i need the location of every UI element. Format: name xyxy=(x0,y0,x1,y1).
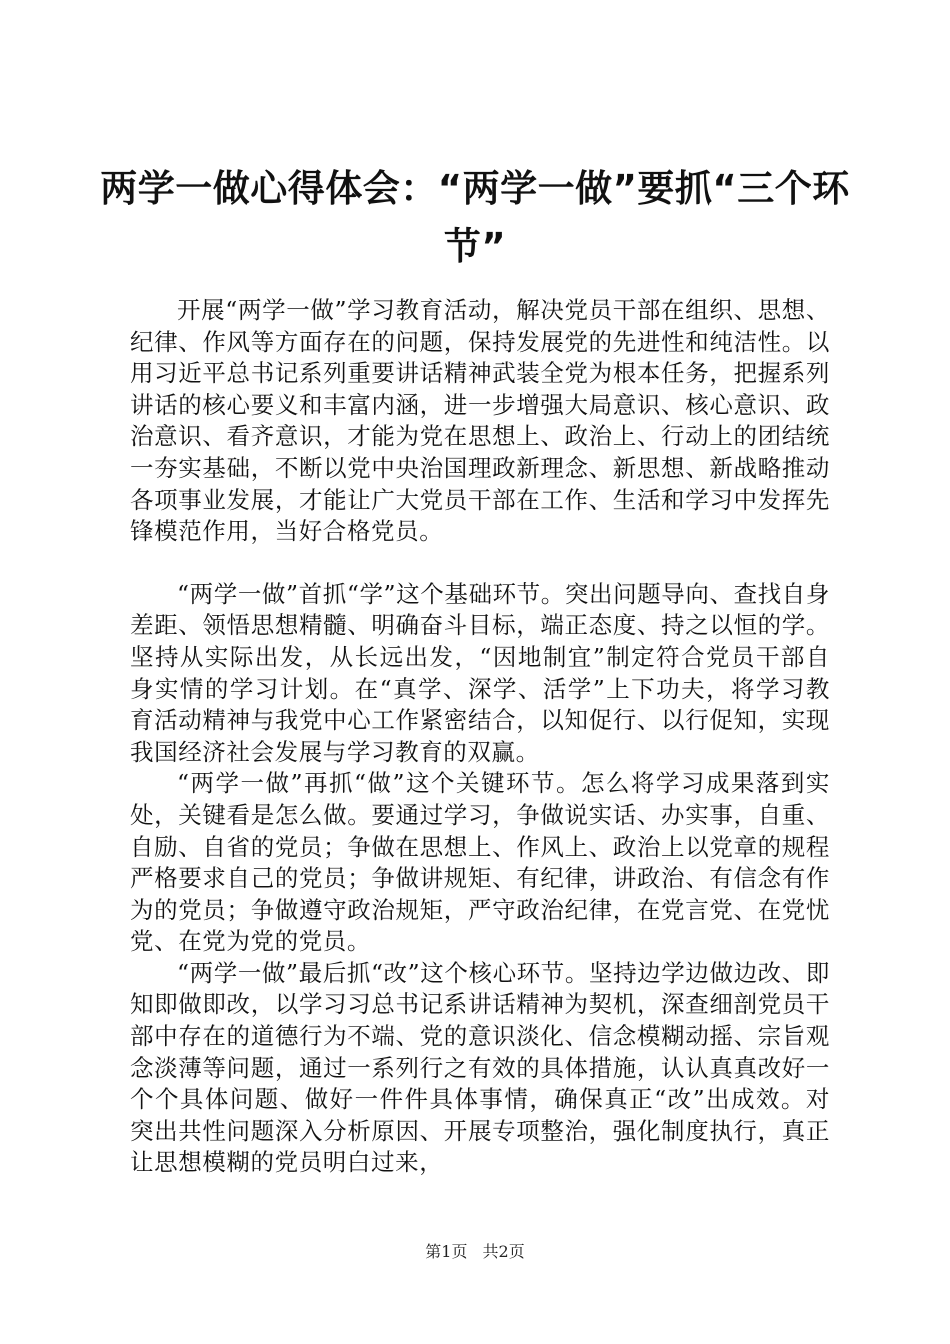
page-title: 两学一做心得体会：“两学一做”要抓“三个环节” xyxy=(100,167,850,268)
page-number: 第1页 xyxy=(425,1242,468,1261)
document-body xyxy=(130,295,830,1179)
paragraph-intro: 开展“两学一做”学习教育活动，解决党员干部在组织、思想、纪律、作风等方面存在的问题，保持发展党的先进性和纯洁性。以用习近平总书记系列重要讲话精神武装全党为根本任务，把握系列讲话的核心要义和丰富内涵，进一步增强大局意识、核心意识、政治意识、看齐意识，才能为党在思想上、政治上、行动上的团结统一夯实基础，不断以党中央治国理政新理念、新思想、新战略推动各项事业发展，才能让广大党员干部在工作、生活和学习中发挥先锋模范作用，当好合格党员。 xyxy=(130,296,830,546)
paragraph-study: “两学一做”首抓“学”这个基础环节。突出问题导向、查找自身差距、领悟思想精髓、明确奋斗目标，端正态度、持之以恒的学。坚持从实际出发，从长远出发，“因地制宜”制定符合党员干部自身实情的学习计划。在“真学、深学、活学”上下功夫，将学习教育活动精神与我党中心工作紧密结合，以知促行、以行促知，实现我国经济社会发展与学习教育的双赢。 xyxy=(130,579,830,766)
paragraph-reform: “两学一做”最后抓“改”这个核心环节。坚持边学边做边改、即知即做即改，以学习习总书记系讲话精神为契机，深查细剖党员干部中存在的道德行为不端、党的意识淡化、信念模糊动摇、宗旨观念淡薄等问题，通过一系列行之有效的具体措施，认认真真改好一个个具体问题、做好一件件具体事情，确保真正“改”出成效。对突出共性问题深入分析原因、开展专项整治，强化制度执行，真正让思想模糊的党员明白过来， xyxy=(130,958,830,1177)
page-total: 共2页 xyxy=(482,1242,525,1261)
page-footer xyxy=(0,1241,950,1263)
paragraph-practice: “两学一做”再抓“做”这个关键环节。怎么将学习成果落到实处，关键看是怎么做。要通过学习，争做说实话、办实事，自重、自励、自省的党员；争做在思想上、作风上、政治上以党章的规程严格要求自己的党员；争做讲规矩、有纪律，讲政治、有信念有作为的党员；争做遵守政治规矩，严守政治纪律，在党言党、在党忧党、在党为党的党员。 xyxy=(130,769,830,956)
